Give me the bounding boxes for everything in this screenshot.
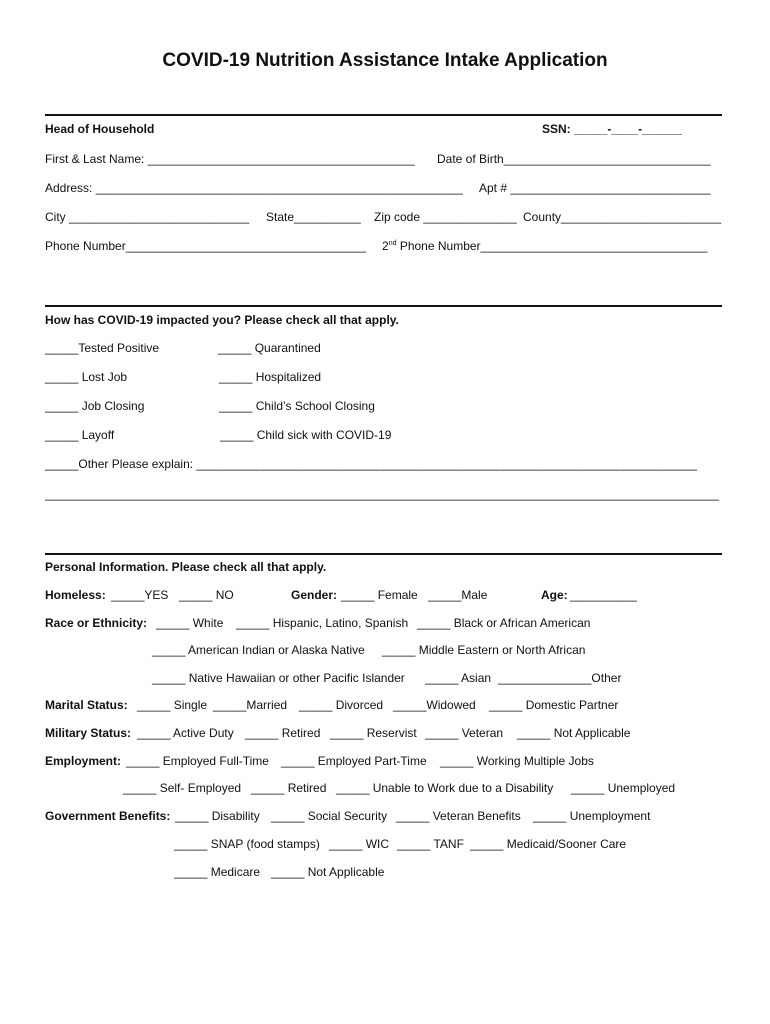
form-title: COVID-19 Nutrition Assistance Intake Application <box>162 50 608 71</box>
impact-job-closing[interactable]: _____ Job Closing <box>45 399 145 413</box>
benefits-medicare[interactable]: _____ Medicare <box>174 865 261 879</box>
phone2-label: Phone Number__________________________________ <box>396 239 708 253</box>
benefits-tanf[interactable]: _____ TANF <box>397 837 464 851</box>
impact-heading: How has COVID-19 impacted you? Please check all that apply. <box>45 313 399 327</box>
personal-heading: Personal Information. Please check all that apply. <box>45 560 327 574</box>
employment-multiple-jobs[interactable]: _____ Working Multiple Jobs <box>440 754 594 768</box>
section-divider <box>45 553 722 555</box>
impact-quarantined[interactable]: _____ Quarantined <box>218 341 321 355</box>
race-native-american[interactable]: _____ American Indian or Alaska Native <box>152 643 365 657</box>
military-not-applicable[interactable]: _____ Not Applicable <box>517 726 631 740</box>
employment-self-employed[interactable]: _____ Self- Employed <box>123 781 242 795</box>
phone2-sup: nd <box>388 240 397 247</box>
benefits-snap[interactable]: _____ SNAP (food stamps) <box>174 837 320 851</box>
name-field[interactable]: First & Last Name: ________________________________________ <box>45 152 415 166</box>
gender-female[interactable]: _____ Female <box>341 588 418 602</box>
section-divider <box>45 114 722 116</box>
marital-single[interactable]: _____ Single <box>137 698 208 712</box>
benefits-not-applicable[interactable]: _____ Not Applicable <box>271 865 385 879</box>
military-active-duty[interactable]: _____ Active Duty <box>137 726 234 740</box>
employment-part-time[interactable]: _____ Employed Part-Time <box>281 754 427 768</box>
state-field[interactable]: State__________ <box>266 210 361 224</box>
employment-unemployed[interactable]: _____ Unemployed <box>571 781 676 795</box>
homeless-label: Homeless: <box>45 588 106 602</box>
phone-field[interactable]: Phone Number____________________________________ <box>45 239 366 253</box>
race-black[interactable]: _____ Black or African American <box>417 616 591 630</box>
ssn-field[interactable]: SSN: _____-____-______ <box>542 122 683 136</box>
race-hispanic[interactable]: _____ Hispanic, Latino, Spanish <box>236 616 409 630</box>
military-veteran[interactable]: _____ Veteran <box>425 726 504 740</box>
impact-hospitalized[interactable]: _____ Hospitalized <box>219 370 322 384</box>
apt-field[interactable]: Apt # ______________________________ <box>479 181 711 195</box>
benefits-veteran[interactable]: _____ Veteran Benefits <box>396 809 521 823</box>
military-reservist[interactable]: _____ Reservist <box>330 726 417 740</box>
employment-full-time[interactable]: _____ Employed Full-Time <box>126 754 269 768</box>
impact-school-closing[interactable]: _____ Child’s School Closing <box>219 399 375 413</box>
benefits-medicaid[interactable]: _____ Medicaid/Sooner Care <box>470 837 627 851</box>
section-divider <box>45 305 722 307</box>
marital-divorced[interactable]: _____ Divorced <box>299 698 384 712</box>
impact-child-sick[interactable]: _____ Child sick with COVID-19 <box>220 428 392 442</box>
age-field[interactable]: __________ <box>570 588 637 602</box>
employment-disability[interactable]: _____ Unable to Work due to a Disability <box>336 781 554 795</box>
city-field[interactable]: City ___________________________ <box>45 210 250 224</box>
zip-field[interactable]: Zip code ______________ <box>374 210 517 224</box>
impact-tested-positive[interactable]: _____Tested Positive <box>45 341 160 355</box>
race-asian[interactable]: _____ Asian <box>425 671 492 685</box>
race-other[interactable]: ______________Other <box>498 671 622 685</box>
race-white[interactable]: _____ White <box>156 616 224 630</box>
benefits-social-security[interactable]: _____ Social Security <box>271 809 388 823</box>
race-label: Race or Ethnicity: <box>45 616 148 630</box>
gender-label: Gender: <box>291 588 338 602</box>
benefits-wic[interactable]: _____ WIC <box>329 837 390 851</box>
impact-layoff[interactable]: _____ Layoff <box>45 428 115 442</box>
impact-other-line[interactable]: _____________________________________________________________________________________________________ <box>45 487 720 501</box>
military-label: Military Status: <box>45 726 132 740</box>
gender-male[interactable]: _____Male <box>428 588 488 602</box>
marital-domestic-partner[interactable]: _____ Domestic Partner <box>489 698 619 712</box>
county-field[interactable]: County________________________ <box>523 210 722 224</box>
homeless-no[interactable]: _____ NO <box>179 588 234 602</box>
marital-label: Marital Status: <box>45 698 128 712</box>
benefits-label: Government Benefits: <box>45 809 171 823</box>
race-middle-eastern[interactable]: _____ Middle Eastern or North African <box>382 643 586 657</box>
marital-widowed[interactable]: _____Widowed <box>393 698 476 712</box>
impact-other-field[interactable]: _____Other Please explain: ___________________________________________________________________________ <box>45 457 697 471</box>
employment-retired[interactable]: _____ Retired <box>251 781 327 795</box>
benefits-unemployment[interactable]: _____ Unemployment <box>533 809 651 823</box>
military-retired[interactable]: _____ Retired <box>245 726 321 740</box>
age-label: Age: <box>541 588 568 602</box>
impact-lost-job[interactable]: _____ Lost Job <box>45 370 128 384</box>
marital-married[interactable]: _____Married <box>213 698 288 712</box>
household-heading: Head of Household <box>45 122 155 136</box>
benefits-disability[interactable]: _____ Disability <box>175 809 260 823</box>
employment-label: Employment: <box>45 754 122 768</box>
address-field[interactable]: Address: _______________________________________________________ <box>45 181 463 195</box>
phone2-num: 2 <box>382 239 389 253</box>
race-hawaiian[interactable]: _____ Native Hawaiian or other Pacific Islander <box>152 671 405 685</box>
phone2-field[interactable] <box>382 239 707 253</box>
dob-field[interactable]: Date of Birth_______________________________ <box>437 152 711 166</box>
homeless-yes[interactable]: _____YES <box>111 588 169 602</box>
